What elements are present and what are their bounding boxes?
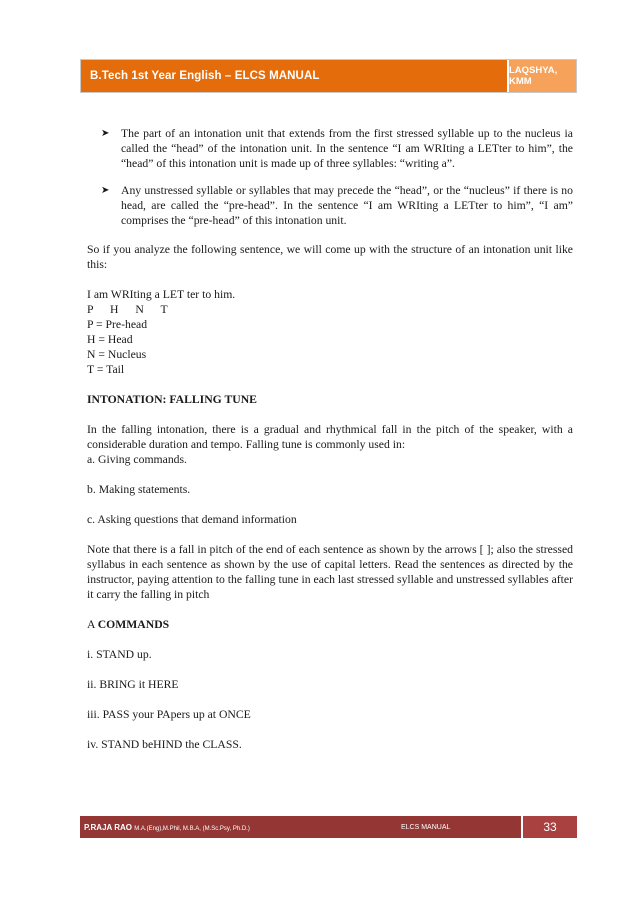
command-item: i. STAND up. — [87, 648, 152, 661]
intro-paragraph: So if you analyze the following sentence, we will come up with the structure of an intonation unit like this: — [87, 243, 573, 271]
page-header — [80, 59, 577, 93]
commands-heading — [87, 617, 573, 632]
legend-item: N = Nucleus — [87, 348, 147, 361]
header-right-label: LAQSHYA, KMM — [507, 60, 576, 92]
falling-paragraph: In the falling intonation, there is a gradual and rhythmical fall in the pitch of the speaker, with a considerable duration and tempo. Falling tune is commonly used in: — [87, 423, 573, 451]
legend-item: T = Tail — [87, 363, 125, 376]
bullet-item — [87, 126, 573, 171]
use-item: a. Giving commands. — [87, 453, 187, 466]
use-item: b. Making statements. — [87, 483, 191, 496]
command-item: ii. BRING it HERE — [87, 678, 179, 691]
example-block — [87, 287, 573, 377]
example-sentence: I am WRIting a LET ter to him. — [87, 288, 236, 301]
commands-prefix: A — [87, 618, 95, 631]
example-markers: P H N T — [87, 303, 168, 316]
footer-author-block — [80, 823, 401, 832]
bullet-text: The part of an intonation unit that extends from the first stressed syllable up to the nucleus ia called the “head” of the intonation unit. In the sentence “I am WRIting a LETter to him”, the “head” of this intonation unit is made up of three syllables: “writing a”. — [121, 127, 573, 170]
legend-item: P = Pre-head — [87, 318, 148, 331]
arrow-bullet-icon: ➤ — [101, 185, 110, 196]
page-footer — [80, 816, 577, 838]
arrow-bullet-icon: ➤ — [101, 128, 110, 139]
page-content — [87, 126, 573, 767]
footer-manual: ELCS MANUAL — [401, 823, 451, 831]
page-number: 33 — [521, 816, 577, 838]
bullet-item — [87, 183, 573, 228]
section-title: INTONATION: FALLING TUNE — [87, 393, 257, 406]
legend-item: H = Head — [87, 333, 133, 346]
command-item: iii. PASS your PApers up at ONCE — [87, 708, 251, 721]
header-title: B.Tech 1st Year English – ELCS MANUAL — [81, 60, 507, 92]
commands-title: COMMANDS — [97, 618, 170, 631]
bullet-text: Any unstressed syllable or syllables that may precede the “head”, or the “nucleus” if there is no head, are called the “pre-head”. In the sentence “I am WRIting a LETter to him”, “I am” comprises the “pre-head” of this intonation unit. — [121, 184, 573, 227]
footer-qualifications: M.A.(Eng),M.Phil, M.B.A, (M.Sc.Psy, Ph.D.) — [134, 825, 250, 832]
footer-author: P.RAJA RAO — [84, 822, 133, 832]
use-item: c. Asking questions that demand information — [87, 513, 297, 526]
note-paragraph: Note that there is a fall in pitch of the end of each sentence as shown by the arrows [ ]; also the stressed syllabus in each sentence as shown by the use of capital letters. Read the sentences as directed by the instructor, paying attention to the falling tune in each last stressed syllable and unstressed syllables after it carry the falling in pitch — [87, 543, 573, 601]
command-item: iv. STAND beHIND the CLASS. — [87, 738, 242, 751]
